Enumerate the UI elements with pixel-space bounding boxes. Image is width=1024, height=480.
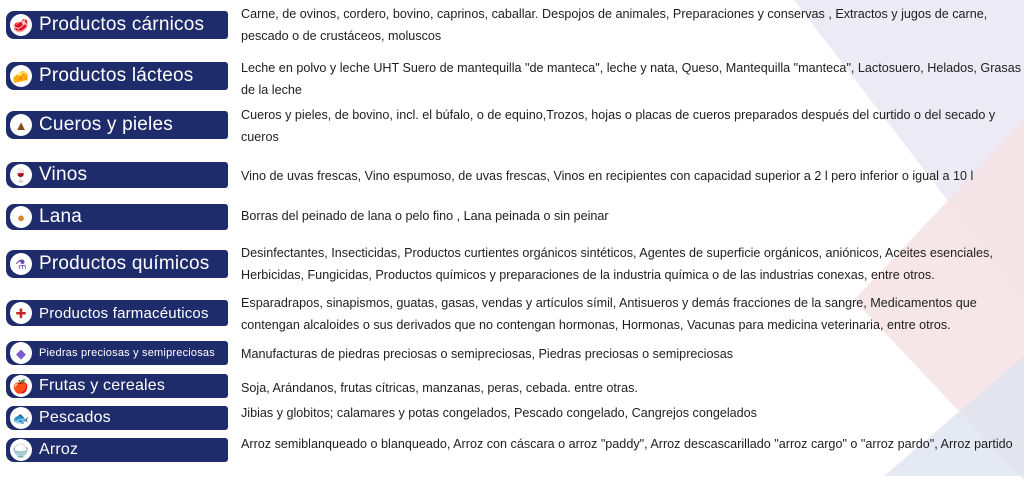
category-description: Vino de uvas frescas, Vino espumoso, de uvas frescas, Vinos en recipientes con capacidad superior a 2 l pero inferior o igual a 10 l (241, 169, 974, 183)
category-description: Esparadrapos, sinapismos, guatas, gasas, vendas y artículos símil, Antisueros y demás fracciones de la sangre, Medicamentos que contengan alcaloides o sus derivados que no contengan hormonas, Hormonas, Vacunas para medicina veterinaria, entre otros. (241, 296, 977, 332)
wine-icon: 🍷 (10, 164, 32, 186)
category-description: Arroz semiblanqueado o blanqueado, Arroz con cáscara o arroz "paddy", Arroz descascarillado "arroz cargo" o "arroz pardo", Arroz partido (241, 437, 1013, 451)
rice-icon: 🍚 (10, 439, 32, 461)
category-description: Soja, Arándanos, frutas cítricas, manzanas, peras, cebada. entre otras. (241, 381, 638, 395)
category-description: Leche en polvo y leche UHT Suero de mantequilla "de manteca", leche y nata, Queso, Mantequilla "manteca", Lactosuero, Helados, Grasas de la leche (241, 61, 1022, 97)
category-description: Cueros y pieles, de bovino, incl. el búfalo, o de equino,Trozos, hojas o placas de cueros preparados después del curtido o del secado y cueros (241, 108, 996, 144)
category-label: 🍎 Frutas y cereales (6, 374, 228, 398)
category-label: ⚗ Productos químicos (6, 250, 228, 278)
category-label: ▲ Cueros y pieles (6, 111, 228, 139)
category-label: 🥩 Productos cárnicos (6, 11, 228, 39)
category-label: 🍚 Arroz (6, 438, 228, 462)
category-description: Carne, de ovinos, cordero, bovino, caprinos, caballar. Despojos de animales, Preparaciones y conservas , Extractos y jugos de carne, pescado o de crustáceos, moluscos (241, 7, 988, 43)
pharmacy-icon: ✚ (10, 302, 32, 324)
category-label: ✚ Productos farmacéuticos (6, 300, 228, 326)
category-label: ● Lana (6, 204, 228, 230)
category-description: Manufacturas de piedras preciosas o semipreciosas, Piedras preciosas o semipreciosas (241, 347, 734, 361)
dairy-icon: 🧀 (10, 65, 32, 87)
category-label: ◆ Piedras preciosas y semipreciosas (6, 341, 228, 365)
category-label: 🧀 Productos lácteos (6, 62, 228, 90)
fruit-icon: 🍎 (10, 375, 32, 397)
category-description: Borras del peinado de lana o pelo fino , Lana peinada o sin peinar (241, 209, 609, 223)
category-label: 🍷 Vinos (6, 162, 228, 188)
chemicals-icon: ⚗ (10, 253, 32, 275)
gem-icon: ◆ (10, 342, 32, 364)
fish-icon: 🐟 (10, 407, 32, 429)
category-description: Jibias y globitos; calamares y potas congelados, Pescado congelado, Cangrejos congelados (241, 406, 757, 420)
leather-icon: ▲ (10, 114, 32, 136)
wool-icon: ● (10, 206, 32, 228)
category-label: 🐟 Pescados (6, 406, 228, 430)
meat-icon: 🥩 (10, 14, 32, 36)
category-description: Desinfectantes, Insecticidas, Productos curtientes orgánicos sintéticos, Agentes de superficie orgánicos, aniónicos, Aceites esenciales, Herbicidas, Fungicidas, Productos químicos y preparaciones de la industria química o de las industrias conexas, entre otros. (241, 246, 993, 282)
